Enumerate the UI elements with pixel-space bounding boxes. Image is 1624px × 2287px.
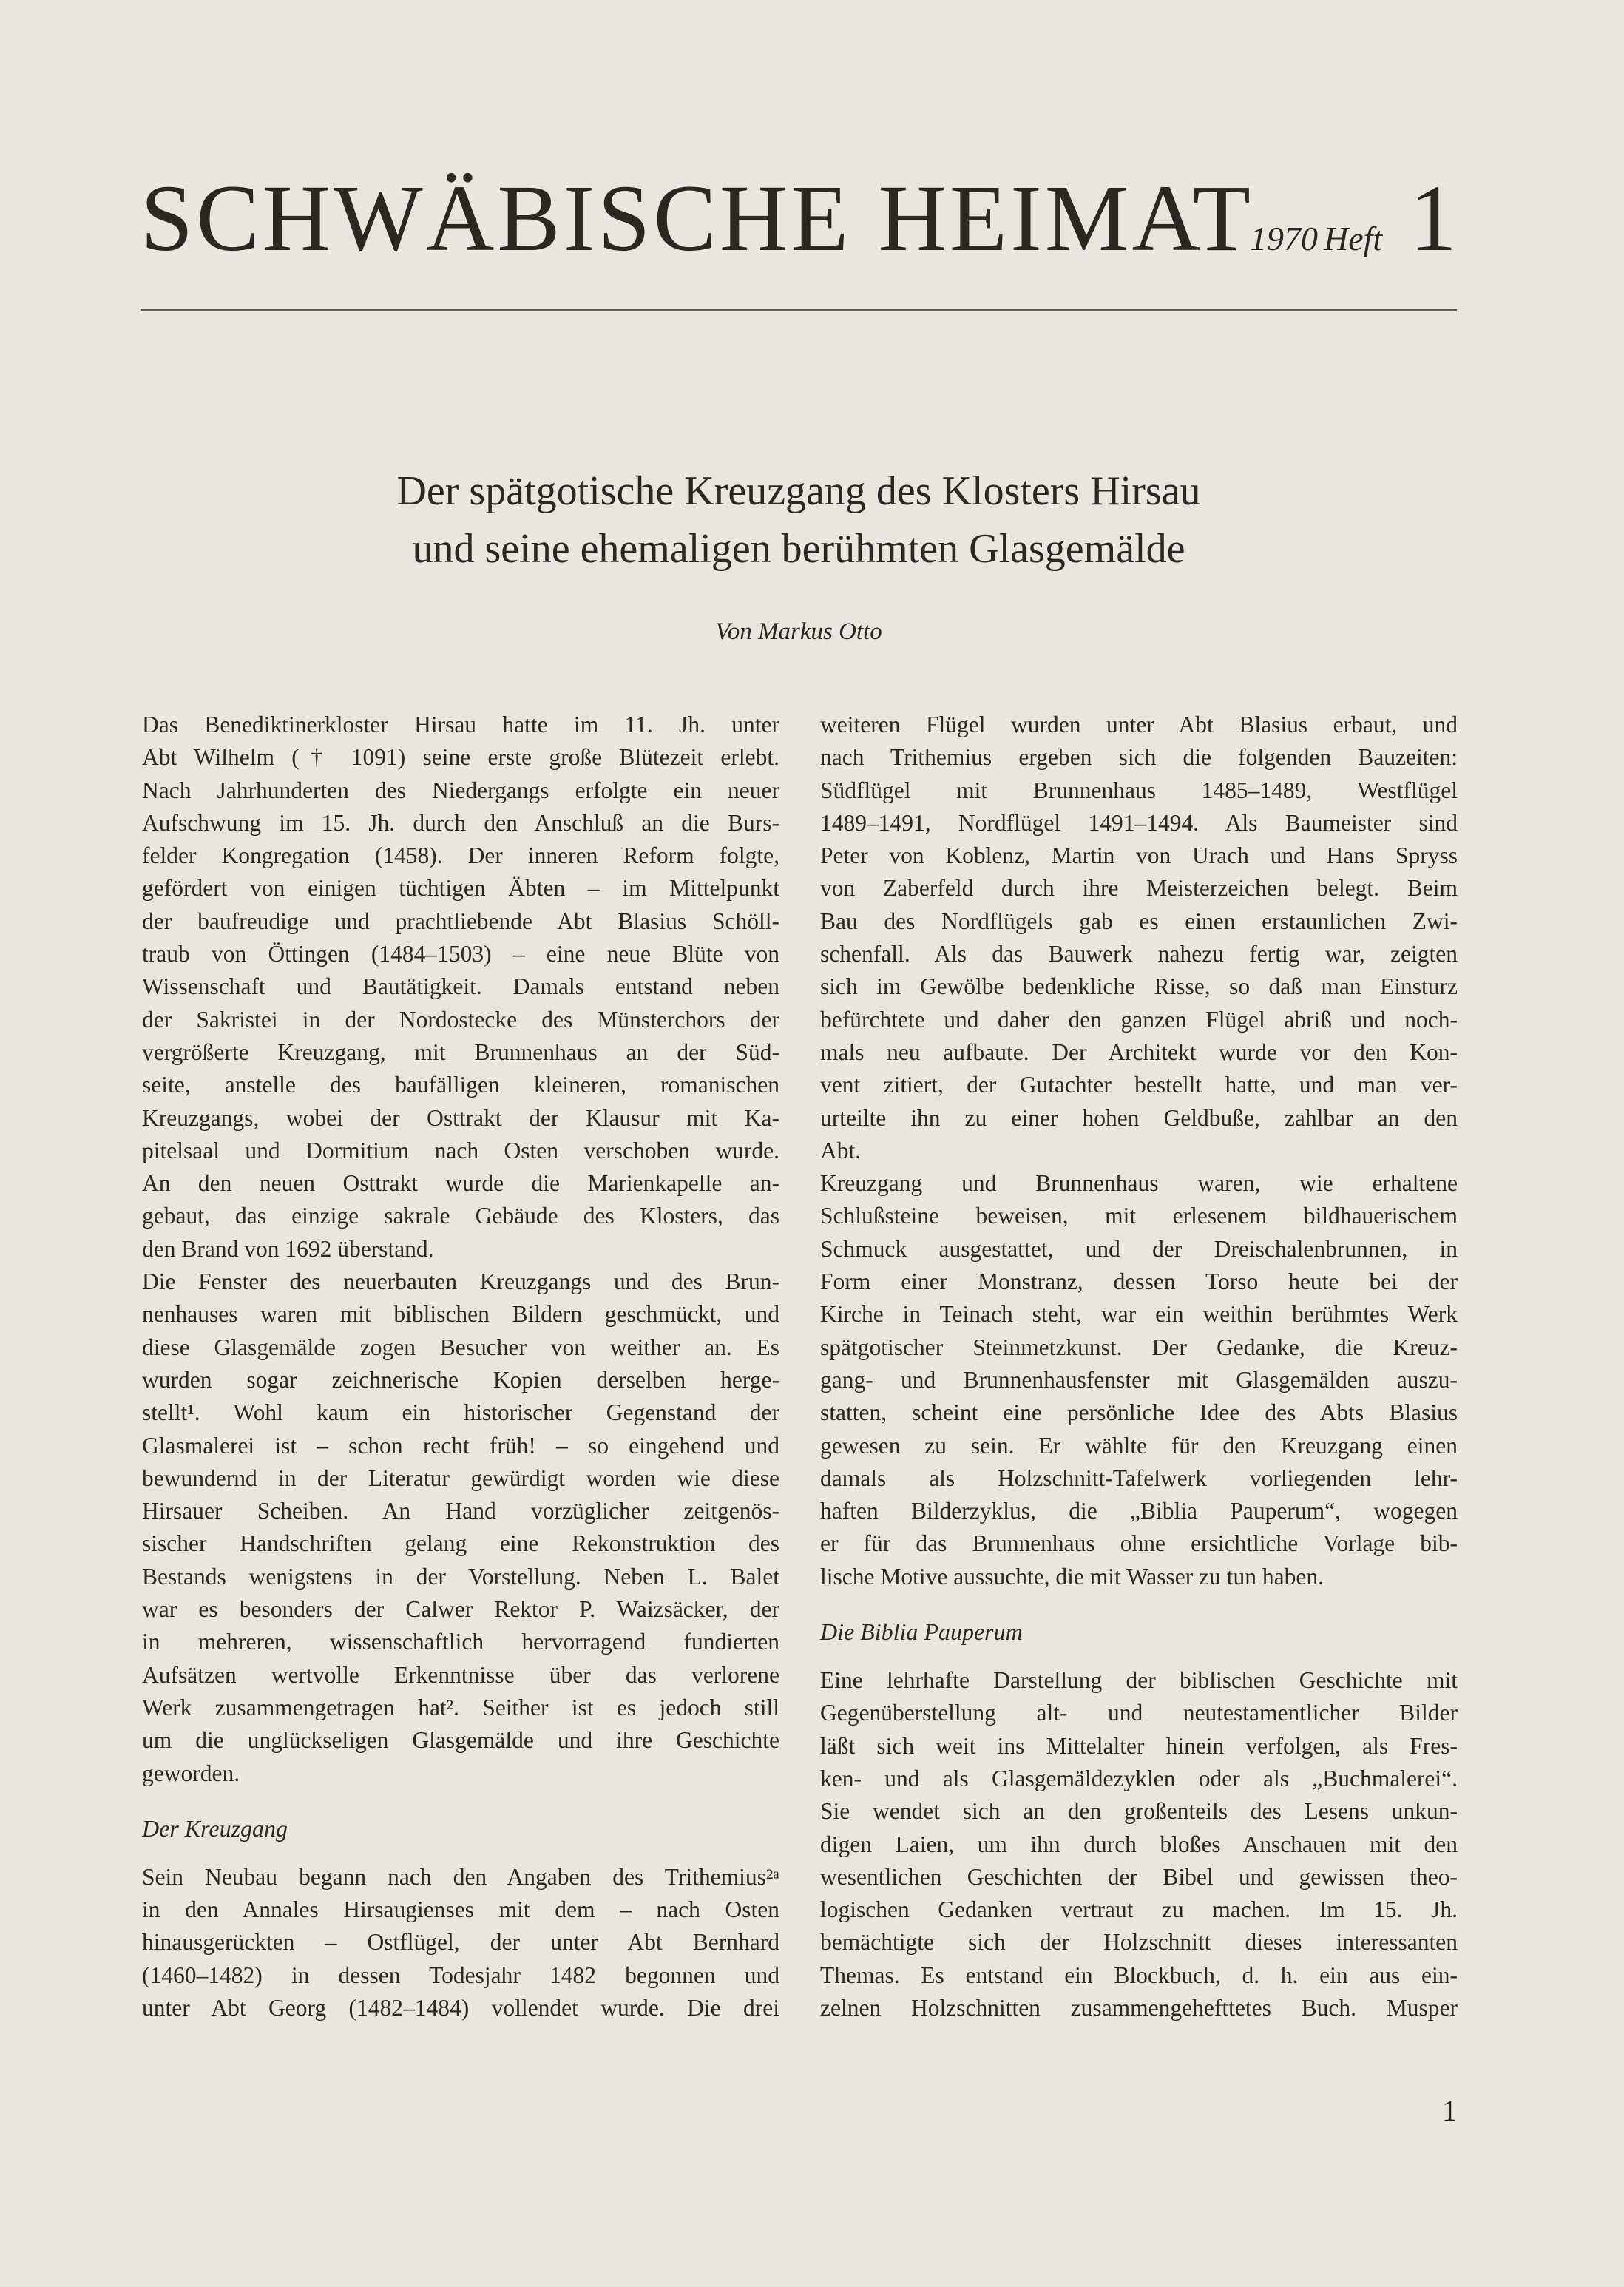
issue-label: Heft <box>1324 220 1383 257</box>
text-line: den Brand von 1692 überstand. <box>142 1235 434 1262</box>
text-line: mals neu aufbaute. Der Architekt wurde vor den Kon- <box>820 1038 1458 1065</box>
text-line: Südflügel mit Brunnenhaus 1485–1489, Westflügel <box>820 777 1458 803</box>
text-line: stellt¹. Wohl kaum ein historischer Gegenstand der <box>142 1399 779 1426</box>
paragraph <box>820 1167 1458 1593</box>
text-line: der baufreudige und prachtliebende Abt Blasius Schöll- <box>142 908 779 934</box>
text-line: spätgotischer Steinmetzkunst. Der Gedanke, die Kreuz- <box>820 1334 1458 1360</box>
text-line: digen Laien, um ihn durch bloßes Anschauen mit den <box>820 1831 1458 1857</box>
text-line: Peter von Koblenz, Martin von Urach und Hans Spryss <box>820 842 1458 869</box>
text-line: Sie wendet sich an den großenteils des Lesens unkun- <box>820 1798 1458 1825</box>
text-line: Kreuzgang und Brunnenhaus waren, wie erhaltene <box>820 1170 1458 1197</box>
text-line: Schmuck ausgestattet, und der Dreischalenbrunnen, in <box>820 1235 1458 1262</box>
text-line: gang- und Brunnenhausfenster mit Glasgemälden auszu- <box>820 1366 1458 1393</box>
text-line: Gegenüberstellung alt- und neutestamentlicher Bilder <box>820 1700 1458 1726</box>
masthead <box>141 166 1457 270</box>
journal-title: SCHWÄBISCHE HEIMAT <box>141 166 1253 271</box>
text-line: bewundernd in der Literatur gewürdigt worden wie diese <box>142 1465 779 1491</box>
text-line: 1489–1491, Nordflügel 1491–1494. Als Baumeister sind <box>820 809 1458 836</box>
text-line: diese Glasgemälde zogen Besucher von weither an. Es <box>142 1334 779 1360</box>
text-line: war es besonders der Calwer Rektor P. Waizsäcker, der <box>142 1596 779 1623</box>
masthead-rule <box>141 309 1457 311</box>
text-line: lische Motive aussuchte, die mit Wasser zu tun haben. <box>820 1563 1324 1590</box>
text-line: wurden sogar zeichnerische Kopien derselben herge- <box>142 1366 779 1393</box>
text-line: Aufschwung im 15. Jh. durch den Anschluß an die Burs- <box>142 809 779 836</box>
text-line: in mehreren, wissenschaftlich hervorragend fundierten <box>142 1629 779 1655</box>
text-line: damals als Holzschnitt-Tafelwerk vorliegenden lehr- <box>820 1465 1458 1491</box>
text-line: bemächtigte sich der Holzschnitt dieses interessanten <box>820 1929 1458 1956</box>
text-line: Wissenschaft und Bautätigkeit. Damals entstand neben <box>142 973 779 1000</box>
text-line: Themas. Es entstand ein Blockbuch, d. h. ein aus ein- <box>820 1962 1458 1988</box>
paragraph <box>142 1266 779 1790</box>
text-line: urteilte ihn zu einer hohen Geldbuße, zahlbar an den <box>820 1104 1458 1131</box>
text-line: er für das Brunnenhaus ohne ersichtliche Vorlage bib- <box>820 1530 1458 1557</box>
text-line: Das Benediktinerkloster Hirsau hatte im 11. Jh. unter <box>142 712 779 737</box>
text-line: gebaut, das einzige sakrale Gebäude des Klosters, das <box>142 1203 779 1229</box>
page-number: 1 <box>1442 2094 1457 2127</box>
byline: Von Markus Otto <box>715 618 882 645</box>
text-line: An den neuen Osttrakt wurde die Marienkapelle an- <box>142 1170 779 1197</box>
text-line: unter Abt Georg (1482–1484) vollendet wurde. Die drei <box>142 1994 779 2021</box>
text-line: von Zaberfeld durch ihre Meisterzeichen belegt. Beim <box>820 875 1458 902</box>
text-line: Nach Jahrhunderten des Niedergangs erfolgte ein neuer <box>142 777 779 803</box>
text-line: gefördert von einigen tüchtigen Äbten – im Mittelpunkt <box>142 875 779 902</box>
article-title-line-1: Der spätgotische Kreuzgang des Klosters Hirsau <box>396 468 1201 514</box>
text-line: Bau des Nordflügels gab es einen erstaunlichen Zwi- <box>820 908 1458 934</box>
text-line: Abt. <box>820 1137 862 1163</box>
text-line: befürchtete und daher den ganzen Flügel abriß und noch- <box>820 1006 1458 1033</box>
text-line: traub von Öttingen (1484–1503) – eine neue Blüte von <box>142 941 779 967</box>
paragraph <box>142 709 779 1266</box>
paragraph <box>142 1861 779 2024</box>
text-line: Werk zusammengetragen hat². Seither ist es jedoch still <box>142 1694 779 1720</box>
issue-number: 1 <box>1410 166 1457 271</box>
text-line: Form einer Monstranz, dessen Torso heute bei der <box>820 1269 1458 1295</box>
text-line: weiteren Flügel wurden unter Abt Blasius erbaut, und <box>820 712 1458 737</box>
paragraph <box>820 1664 1458 2024</box>
text-line: schenfall. Als das Bauwerk nahezu fertig war, zeigten <box>820 941 1458 967</box>
text-line: Sein Neubau begann nach den Angaben des Trithemius²ᵃ <box>142 1863 779 1890</box>
text-line: Hirsauer Scheiben. An Hand vorzüglicher zeitgenös- <box>142 1498 779 1524</box>
text-line: logischen Gedanken vertraut zu machen. Im 15. Jh. <box>820 1896 1458 1923</box>
text-line: Abt Wilhelm († 1091) seine erste große Blütezeit erlebt. <box>142 744 779 771</box>
text-line: um die unglückseligen Glasgemälde und ihre Geschichte <box>142 1727 779 1754</box>
text-line: (1460–1482) in dessen Todesjahr 1482 begonnen und <box>142 1962 779 1988</box>
text-line: pitelsaal und Dormitium nach Osten verschoben wurde. <box>142 1137 779 1163</box>
text-line: seite, anstelle des baufälligen kleineren, romanischen <box>142 1072 779 1098</box>
text-line: Die Fenster des neuerbauten Kreuzgangs und des Brun- <box>142 1269 779 1295</box>
text-line: geworden. <box>142 1760 240 1786</box>
text-line: gewesen zu sein. Er wählte für den Kreuzgang einen <box>820 1432 1458 1459</box>
text-line: sich im Gewölbe bedenkliche Risse, so daß man Einsturz <box>820 973 1458 1000</box>
article-title <box>141 462 1457 578</box>
text-line: Eine lehrhafte Darstellung der biblischen Geschichte mit <box>820 1667 1458 1694</box>
text-line: Schlußsteine beweisen, mit erlesenem bildhauerischem <box>820 1203 1458 1229</box>
article-title-line-2: und seine ehemaligen berühmten Glasgemälde <box>412 526 1185 572</box>
text-line: felder Kongregation (1458). Der inneren Reform folgte, <box>142 842 779 869</box>
text-line: haften Bilderzyklus, die „Biblia Pauperum“, wogegen <box>820 1498 1458 1524</box>
issue-year: 1970 <box>1250 220 1318 257</box>
text-line: sischer Handschriften gelang eine Rekonstruktion des <box>142 1530 779 1557</box>
text-line: Glasmalerei ist – schon recht früh! – so eingehend und <box>142 1432 779 1459</box>
text-line: nach Trithemius ergeben sich die folgenden Bauzeiten: <box>820 744 1458 771</box>
text-line: Aufsätzen wertvolle Erkenntnisse über das verlorene <box>142 1661 779 1688</box>
left-column <box>142 709 779 2024</box>
text-line: in den Annales Hirsaugienses mit dem – nach Osten <box>142 1896 779 1923</box>
right-column <box>820 709 1458 2024</box>
text-line: nenhauses waren mit biblischen Bildern geschmückt, und <box>142 1301 779 1328</box>
text-line: vergrößerte Kreuzgang, mit Brunnenhaus an der Süd- <box>142 1038 779 1065</box>
text-line: der Sakristei in der Nordostecke des Münsterchors der <box>142 1006 779 1033</box>
text-line: ken- und als Glasgemäldezyklen oder als „Buchmalerei“. <box>820 1765 1458 1791</box>
text-line: wesentlichen Geschichten der Bibel und gewissen theo- <box>820 1863 1458 1890</box>
section-heading: Die Biblia Pauperum <box>820 1618 1023 1646</box>
text-line: läßt sich weit ins Mittelalter hinein verfolgen, als Fres- <box>820 1732 1458 1759</box>
text-line: Kreuzgangs, wobei der Osttrakt der Klausur mit Ka- <box>142 1104 779 1131</box>
text-line: Bestands wenigstens in der Vorstellung. Neben L. Balet <box>142 1563 779 1590</box>
text-line: vent zitiert, der Gutachter bestellt hatte, und man ver- <box>820 1072 1458 1098</box>
text-line: Kirche in Teinach steht, war ein weithin berühmtes Werk <box>820 1301 1458 1328</box>
text-line: statten, scheint eine persönliche Idee des Abts Blasius <box>820 1399 1458 1426</box>
text-line: zelnen Holzschnitten zusammengehefttetes Buch. Musper <box>820 1994 1458 2021</box>
text-line: hinausgerückten – Ostflügel, der unter Abt Bernhard <box>142 1929 779 1956</box>
paragraph <box>820 709 1458 1167</box>
section-heading: Der Kreuzgang <box>142 1814 288 1842</box>
